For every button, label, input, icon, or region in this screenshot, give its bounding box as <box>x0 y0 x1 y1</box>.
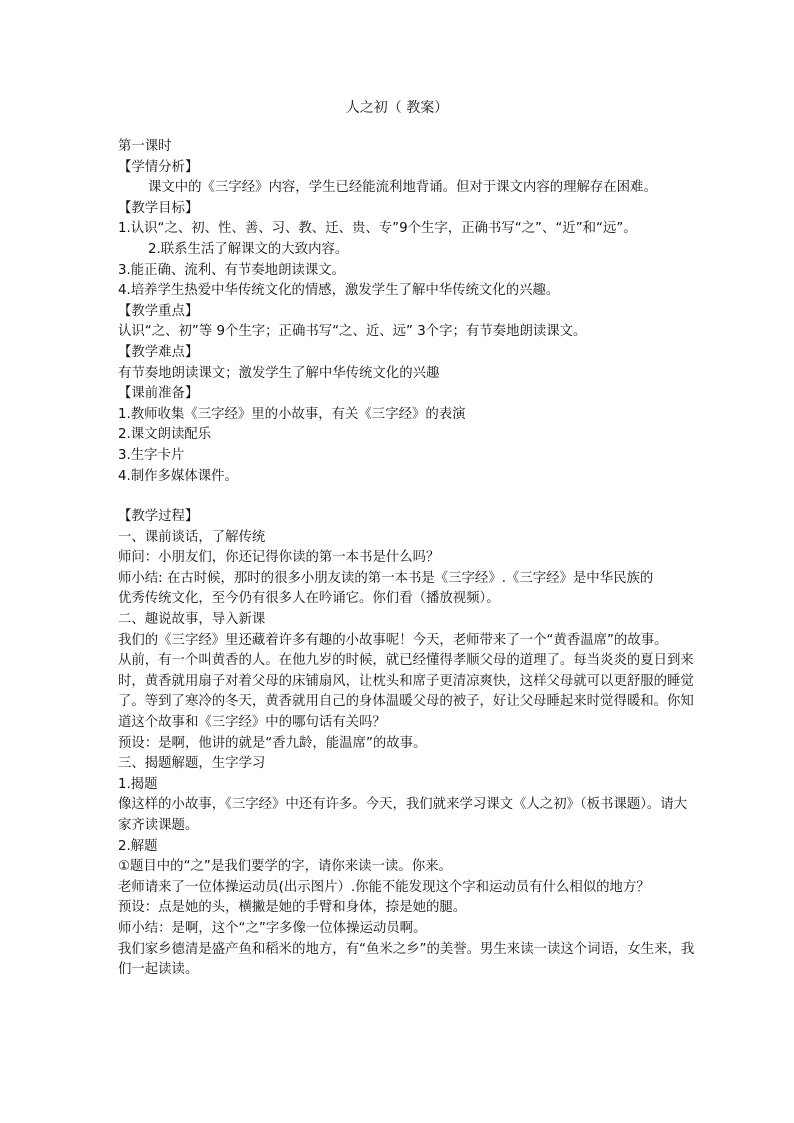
preset-answer: 预设：点是她的头，横撇是她的手臂和身体，捺是她的腿。 <box>118 900 467 916</box>
spacer <box>118 487 698 507</box>
story-text: 从前，有一个叫黄香的人。在他九岁的时候，就已经懂得孝顺父母的道理了。每当炎炎的夏日到来时，黄香就用扇子对着父母的床铺扇风，让枕头和席子更清凉爽快，这样父母就可以更舒服的睡觉了。等到了寒冷的冬天，黄香就用自己的身体温暖父母的被子，好让父母睡起来时觉得暖和。你知道这个故事和《三字经》中的哪句话有关吗？ <box>118 653 694 731</box>
story-intro: 我们的《三字经》里还藏着许多有趣的小故事呢！今天，老师带来了一个“黄香温席”的故事。 <box>118 632 668 648</box>
analysis-text: 课文中的《三字经》内容，学生已经能流利地背诵。但对于课文内容的理解存在困难。 <box>148 180 657 196</box>
section-heading-preparation: 【课前准备】 <box>118 386 199 402</box>
explain-text: 老师请来了一位体操运动员(出示图片）.你能不能发现这个字和运动员有什么相似的地方？ <box>118 879 650 895</box>
teacher-summary: 师小结：是啊，这个“之”字多像一位体操运动员啊。 <box>118 920 427 936</box>
prep-item: 1.教师收集《三字经》里的小故事，有关《三字经》的表演 <box>118 406 466 422</box>
section-heading-goals: 【教学目标】 <box>118 200 199 216</box>
goal-item: 4.培养学生热爱中华传统文化的情感，激发学生了解中华传统文化的兴趣。 <box>118 283 560 299</box>
step-heading: 一、课前谈话，了解传统 <box>118 529 266 545</box>
section-heading-analysis: 【学情分析】 <box>118 159 199 175</box>
lesson-label: 第一课时 <box>118 139 172 154</box>
step-heading: 三、揭题解题，生字学习 <box>118 756 266 772</box>
teacher-summary: 师小结: 在古时候，那时的很多小朋友读的第一本书是《三字经》.《三字经》是中华民族的 <box>118 570 654 586</box>
goal-item: 3.能正确、流利、有节奏地朗读课文。 <box>118 262 346 278</box>
reveal-text: 像这样的小故事，《三字经》中还有许多。今天，我们就来学习课文《人之初》（板书课题）。请大家齐读课题。 <box>118 797 688 833</box>
prep-item: 3.生字卡片 <box>118 447 185 463</box>
preset-answer: 预设：是啊，他讲的就是“香九龄，能温席”的故事。 <box>118 735 427 751</box>
section-heading-process: 【教学过程】 <box>118 509 199 525</box>
sub-heading: 1.揭题 <box>118 776 158 792</box>
hometown-text: 我们家乡德清是盛产鱼和稻米的地方，有“鱼米之乡”的美誉。男生来读一读这个词语，女生来，我们一起读读。 <box>118 941 695 978</box>
prep-item: 2.课文朗读配乐 <box>118 427 212 443</box>
section-heading-keypoints: 【教学重点】 <box>118 303 199 319</box>
prep-item: 4.制作多媒体课件。 <box>118 468 238 484</box>
document-title: 人之初（ 教案） <box>345 100 449 116</box>
sub-heading: 2.解题 <box>118 838 158 854</box>
goal-item: 2.联系生活了解课文的大致内容。 <box>148 241 349 257</box>
teacher-summary-cont: 优秀传统文化，至今仍有很多人在吟诵它。你们看（播放视频）。 <box>118 591 500 607</box>
goal-item: 1.认识“之、初、性、善、习、教、迁、贵、专”9个生字，正确书写“之”、“近”和“远”。 <box>118 221 637 237</box>
explain-text: ①题目中的“之”是我们要学的字，请你来读一读。你来。 <box>118 859 452 875</box>
keypoints-text: 认识“之、初”等 9个生字；正确书写“之、近、远” 3个字；有节奏地朗读课文。 <box>118 324 587 340</box>
section-heading-difficulties: 【教学难点】 <box>118 344 199 360</box>
step-heading: 二、趣说故事，导入新课 <box>118 612 266 628</box>
teacher-question: 师问：小朋友们，你还记得你读的第一本书是什么吗？ <box>118 550 440 566</box>
difficulties-text: 有节奏地朗读课文；激发学生了解中华传统文化的兴趣 <box>118 365 440 381</box>
document-body <box>118 137 698 981</box>
